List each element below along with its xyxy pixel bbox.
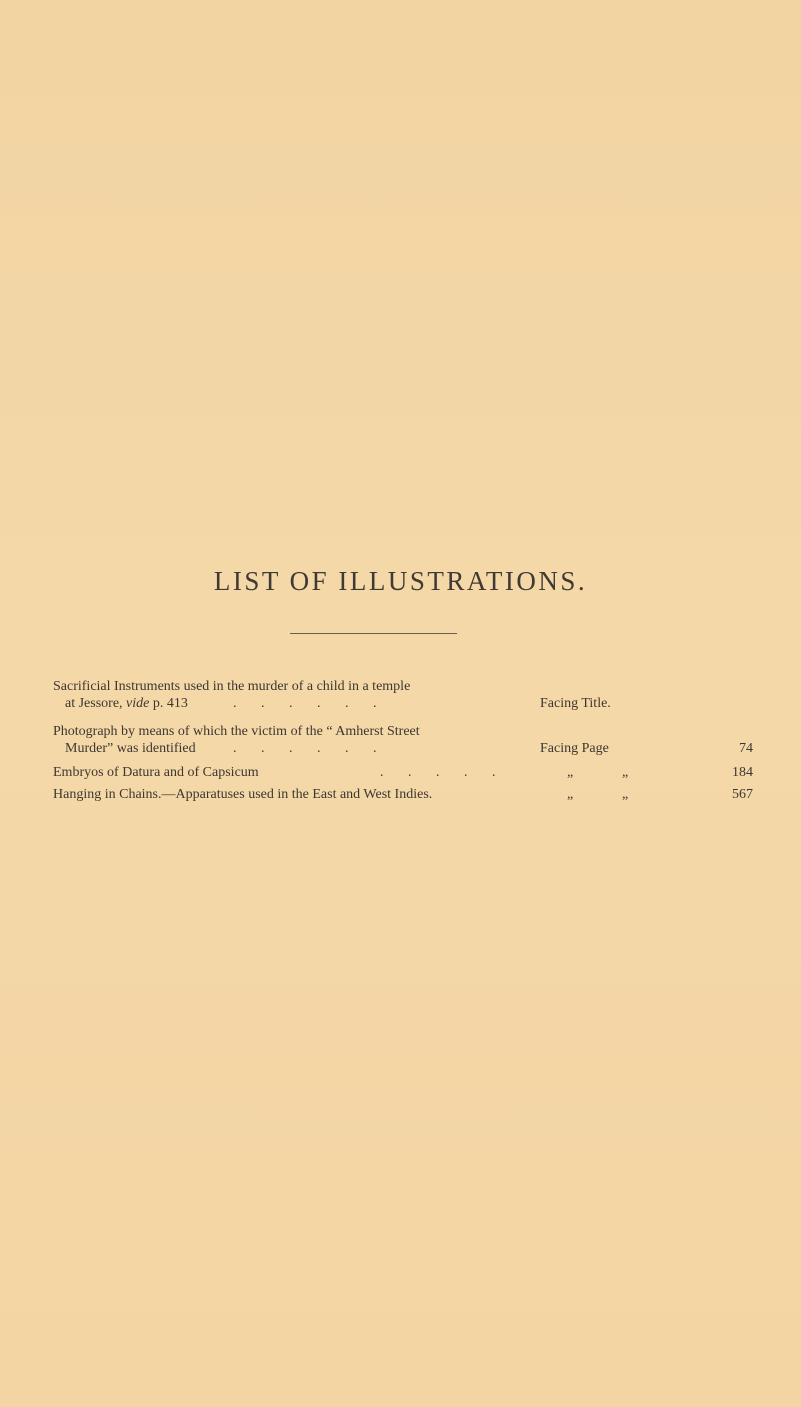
illustration-entry-4 [53, 786, 753, 803]
entry-2-facing: Facing Page [540, 741, 609, 756]
entry-2-title: Photograph by means of which the victim of the “ Amherst Street [53, 724, 420, 739]
page-heading: LIST OF ILLUSTRATIONS. [213, 566, 588, 596]
entry-1-page-ref: p. 413 [149, 696, 188, 711]
entry-4-title: Hanging in Chains.—Apparatuses used in the East and West Indies. [53, 787, 433, 802]
entry-4-page-number: 567 [732, 787, 753, 802]
entry-1-leaders: . . . . . . [233, 696, 377, 711]
entry-3-title: Embryos of Datura and of Capsicum [53, 765, 259, 780]
entry-1-vide: vide [126, 696, 150, 711]
entry-4-ditto-page: „ [622, 787, 629, 802]
illustration-entry-1 [53, 678, 753, 712]
entry-1-facing: Facing Title. [540, 696, 611, 711]
entry-3-line-1 [53, 764, 753, 781]
entry-2-line-2 [53, 740, 753, 757]
entry-3-leaders: . . . . . [380, 765, 496, 780]
entry-1-title-cont: at Jessore, [65, 696, 127, 711]
entry-4-ditto-facing: „ [567, 787, 574, 802]
entry-2-leaders: . . . . . . [233, 741, 377, 756]
entry-3-ditto-facing: „ [567, 765, 574, 780]
entry-4-line-1 [53, 786, 753, 803]
entry-1-title: Sacrificial Instruments used in the murder of a child in a temple [53, 679, 411, 694]
entry-3-page-number: 184 [732, 765, 753, 780]
entry-2-page-number: 74 [739, 741, 753, 756]
entry-1-line-1 [53, 678, 753, 695]
entry-3-ditto-page: „ [622, 765, 629, 780]
entry-2-title-cont: Murder” was identified [65, 741, 196, 756]
entry-2-line-1 [53, 723, 753, 740]
illustration-entry-2 [53, 723, 753, 757]
entry-1-line-2 [53, 695, 753, 712]
illustration-entry-3 [53, 764, 753, 781]
heading-rule [290, 633, 457, 634]
